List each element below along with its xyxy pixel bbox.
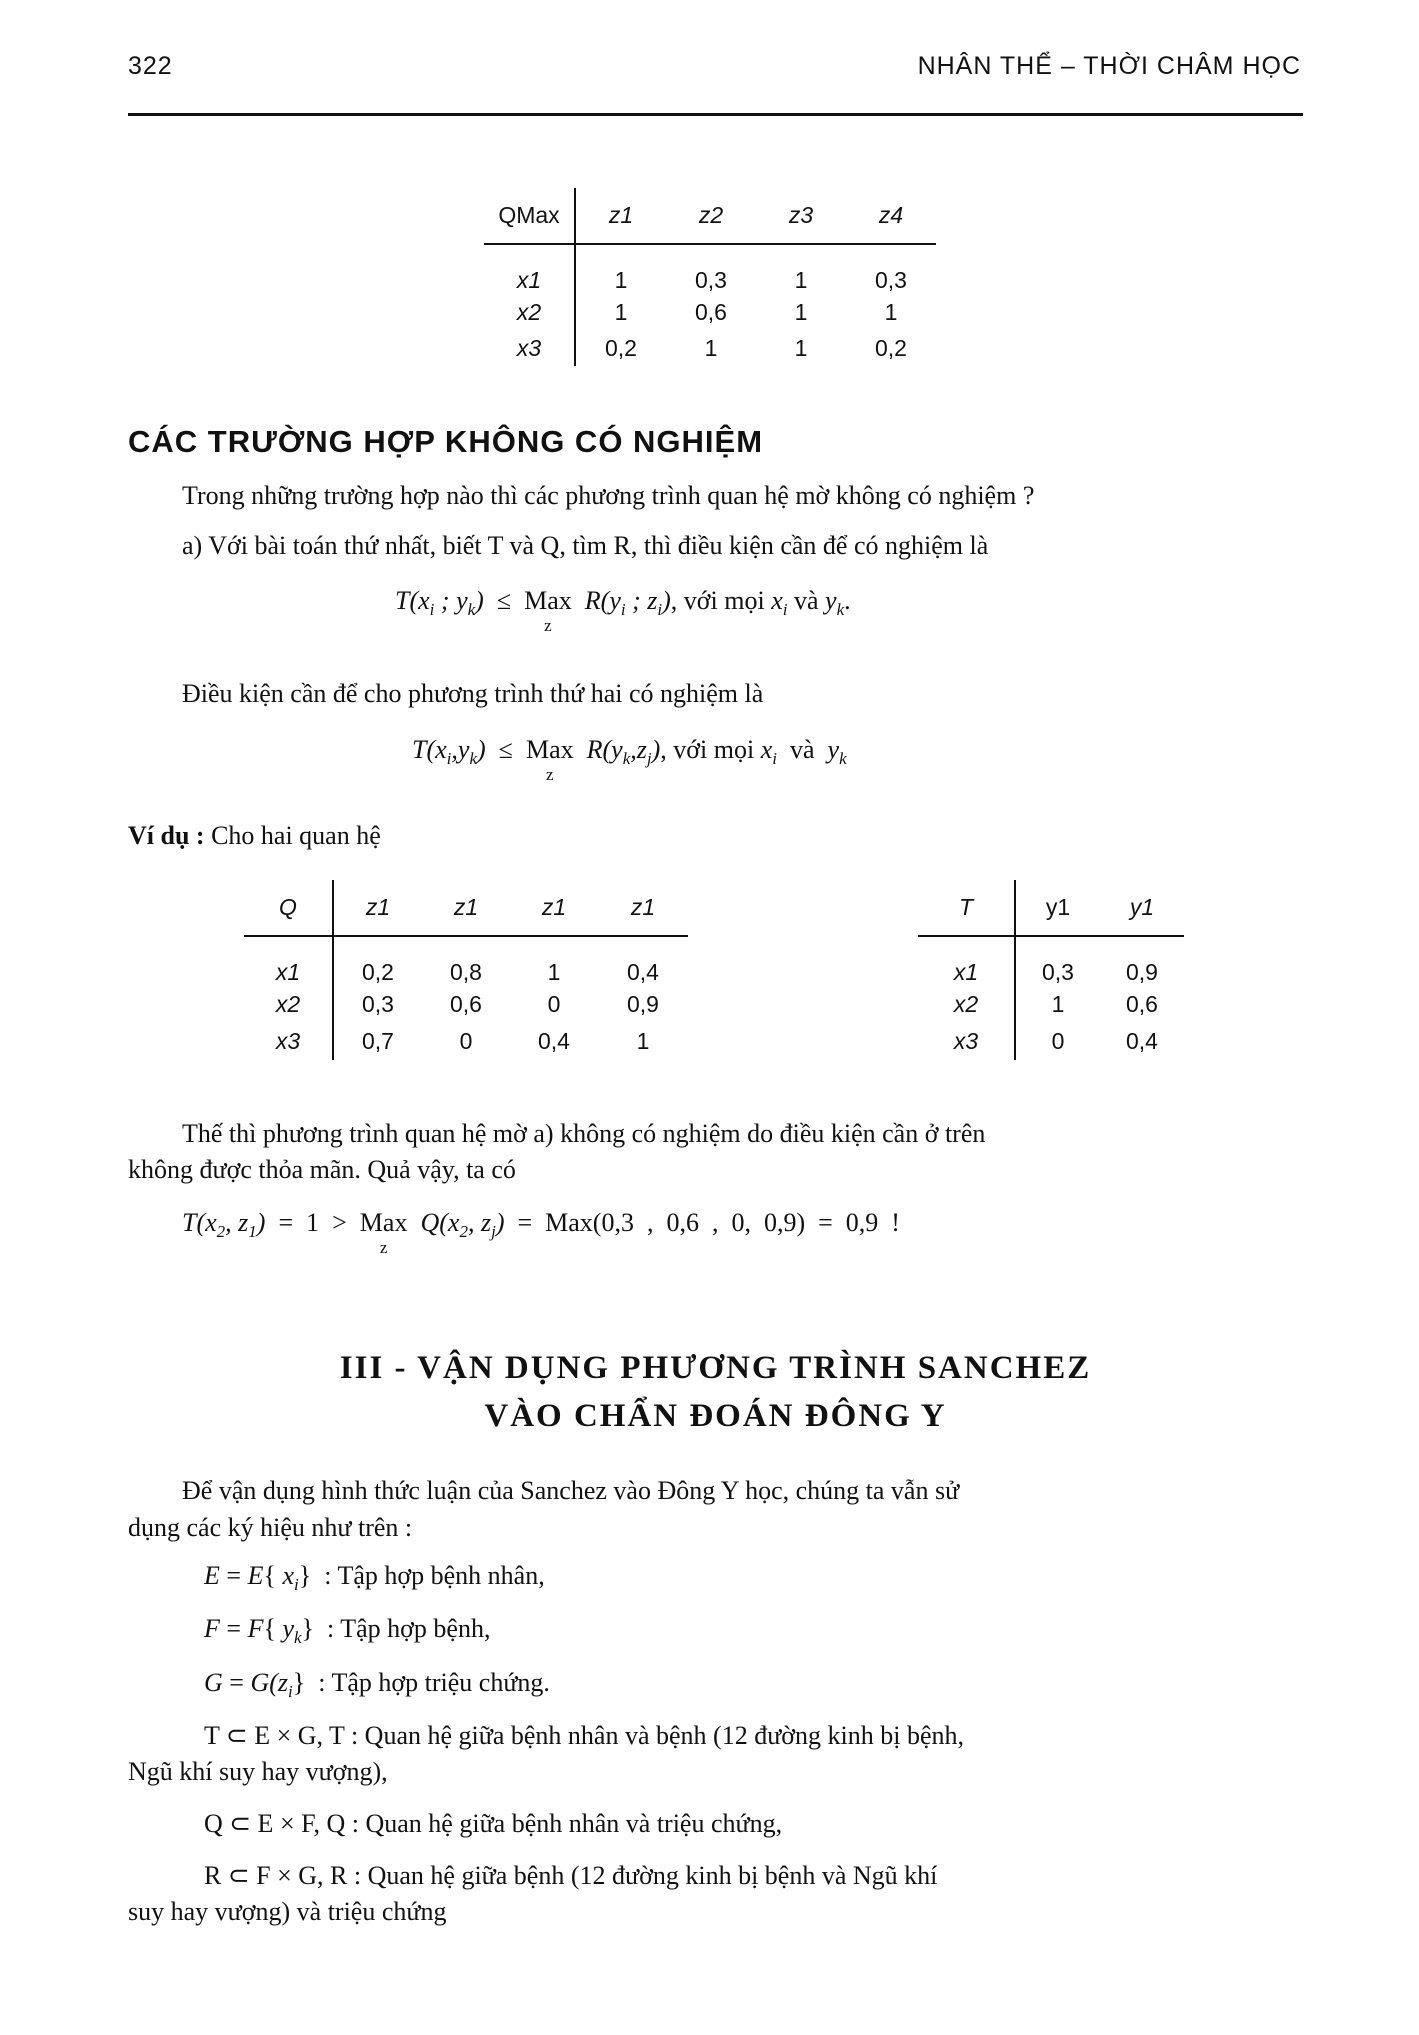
example-label: Ví dụ : bbox=[128, 821, 205, 850]
paragraph: không được thỏa mãn. Quả vậy, ta có bbox=[128, 1155, 516, 1184]
t-corner: T bbox=[918, 880, 1015, 936]
cell: 1 bbox=[794, 298, 808, 325]
cell: 0,2 bbox=[605, 334, 637, 361]
cell: 1 bbox=[884, 298, 898, 325]
row-label: x3 bbox=[918, 1023, 1015, 1060]
cell: 0 bbox=[547, 991, 561, 1017]
cell: 0 bbox=[459, 1028, 473, 1054]
col-header: y1 bbox=[1100, 880, 1184, 936]
col-header: z1 bbox=[510, 880, 598, 936]
cell: 0,6 bbox=[1126, 991, 1158, 1017]
row-label: x3 bbox=[244, 1023, 333, 1060]
table-row bbox=[244, 936, 688, 986]
cell: 0,3 bbox=[1042, 959, 1074, 985]
table-row bbox=[244, 1023, 688, 1060]
section-three-title-line2: VÀO CHẨN ĐOÁN ĐÔNG Y bbox=[484, 1398, 947, 1434]
definition-G: $G = G(z_i\}$ : Tập hợp triệu chứng. bbox=[204, 1668, 550, 1701]
col-header: z1 bbox=[333, 880, 422, 936]
paragraph: Trong những trường hợp nào thì các phương trình quan hệ mờ không có nghiệm ? bbox=[182, 481, 1035, 510]
cell: 1 bbox=[636, 1028, 650, 1054]
section-heading: CÁC TRƯỜNG HỢP KHÔNG CÓ NGHIỆM bbox=[128, 424, 764, 459]
qmax-corner: QMax bbox=[484, 188, 575, 244]
row-label: x1 bbox=[484, 244, 575, 294]
table-row bbox=[918, 1023, 1184, 1060]
max-subscript: z bbox=[544, 616, 552, 635]
row-label: x1 bbox=[244, 936, 333, 986]
cell: 0,4 bbox=[538, 1028, 570, 1054]
cell: 0,2 bbox=[362, 959, 394, 985]
cell: 0,9 bbox=[627, 991, 659, 1017]
paragraph: a) Với bài toán thứ nhất, biết T và Q, tìm R, thì điều kiện cần để có nghiệm là bbox=[182, 531, 989, 560]
cell: 0,3 bbox=[695, 267, 727, 293]
table-row bbox=[918, 936, 1184, 986]
relation-R: R ⊂ F × G, R : Quan hệ giữa bệnh (12 đường kinh bị bệnh và Ngũ khí bbox=[204, 1861, 938, 1890]
paragraph: dụng các ký hiệu như trên : bbox=[128, 1513, 413, 1542]
page-number: 322 bbox=[128, 52, 173, 80]
t-table bbox=[918, 880, 1184, 1060]
paragraph: Thế thì phương trình quan hệ mờ a) không có nghiệm do điều kiện cần ở trên bbox=[182, 1119, 986, 1148]
cell: 0,2 bbox=[875, 334, 907, 361]
definition-F: F = F{ $y_k$} : Tập hợp bệnh, bbox=[204, 1614, 491, 1647]
cell: 0,8 bbox=[450, 959, 482, 985]
cell: 1 bbox=[614, 267, 628, 293]
section-three-title-line1: III - VẬN DỤNG PHƯƠNG TRÌNH SANCHEZ bbox=[339, 1350, 1092, 1386]
cell: 1 bbox=[1051, 991, 1065, 1017]
relation-R-cont: suy hay vượng) và triệu chứng bbox=[128, 1897, 447, 1926]
table-row bbox=[484, 294, 936, 330]
col-header: z1 bbox=[575, 188, 666, 244]
relation-Q: Q ⊂ E × F, Q : Quan hệ giữa bệnh nhân và triệu chứng, bbox=[204, 1809, 783, 1838]
paragraph: Để vận dụng hình thức luận của Sanchez vào Đông Y học, chúng ta vẫn sử bbox=[182, 1476, 960, 1505]
table-row bbox=[244, 986, 688, 1023]
relation-T-cont: Ngũ khí suy hay vượng), bbox=[128, 1757, 388, 1786]
col-header: z3 bbox=[756, 188, 846, 244]
equation-1: $T(x_i$ ; $y_k$) ≤ Max z $R(y_i$ ; $z_i$), với mọi $x_i$ và $y_k$. bbox=[395, 586, 851, 635]
cell: 0,7 bbox=[362, 1028, 394, 1054]
running-title: NHÂN THỂ – THỜI CHÂM HỌC bbox=[917, 52, 1301, 80]
equation-3: $T(x_2$, $z_1) = 1$ > Max z $Q(x_2$, $z_j) = Max(0,3$ , 0,6 , 0, 0,9) = 0,9 ! bbox=[182, 1208, 900, 1257]
cell: 1 bbox=[794, 267, 808, 293]
cell: 0,4 bbox=[627, 959, 659, 985]
col-header: y1 bbox=[1015, 880, 1100, 936]
definition-E: E = E{ $x_i$} : Tập hợp bệnh nhân, bbox=[204, 1561, 545, 1594]
paragraph: Điều kiện cần để cho phương trình thứ hai có nghiệm là bbox=[182, 679, 764, 708]
qmax-table bbox=[484, 188, 936, 366]
header-rule bbox=[128, 113, 1303, 116]
col-header: z2 bbox=[666, 188, 756, 244]
relation-T: T ⊂ E × G, T : Quan hệ giữa bệnh nhân và bệnh (12 đường kinh bị bệnh, bbox=[204, 1721, 965, 1750]
row-label: x2 bbox=[244, 986, 333, 1023]
equation-2: $T(x_i,y_k)$ ≤ Max z $R(y_k,z_j)$, với mọi $x_i$ và $y_k$ bbox=[412, 735, 847, 784]
row-label: x2 bbox=[484, 294, 575, 330]
example-line bbox=[128, 818, 381, 854]
table-row bbox=[484, 330, 936, 366]
row-label: x1 bbox=[918, 936, 1015, 986]
row-label: x2 bbox=[918, 986, 1015, 1023]
max-subscript: z bbox=[379, 1238, 388, 1257]
cell: 0,6 bbox=[695, 298, 727, 325]
max-subscript: z bbox=[546, 765, 554, 784]
col-header: z1 bbox=[422, 880, 510, 936]
col-header: z1 bbox=[598, 880, 688, 936]
table-row bbox=[484, 244, 936, 294]
cell: 1 bbox=[704, 334, 718, 361]
cell: 0 bbox=[1051, 1028, 1065, 1054]
q-corner: Q bbox=[244, 880, 333, 936]
q-table bbox=[244, 880, 688, 1060]
cell: 0,3 bbox=[362, 991, 394, 1017]
cell: 1 bbox=[547, 959, 561, 985]
col-header: z4 bbox=[846, 188, 936, 244]
cell: 0,4 bbox=[1126, 1028, 1158, 1054]
cell: 0,3 bbox=[875, 267, 907, 293]
cell: 0,9 bbox=[1126, 959, 1158, 985]
cell: 0,6 bbox=[450, 991, 482, 1017]
cell: 1 bbox=[614, 298, 628, 325]
cell: 1 bbox=[794, 334, 808, 361]
example-text: Cho hai quan hệ bbox=[211, 821, 381, 850]
row-label: x3 bbox=[484, 330, 575, 366]
table-row bbox=[918, 986, 1184, 1023]
